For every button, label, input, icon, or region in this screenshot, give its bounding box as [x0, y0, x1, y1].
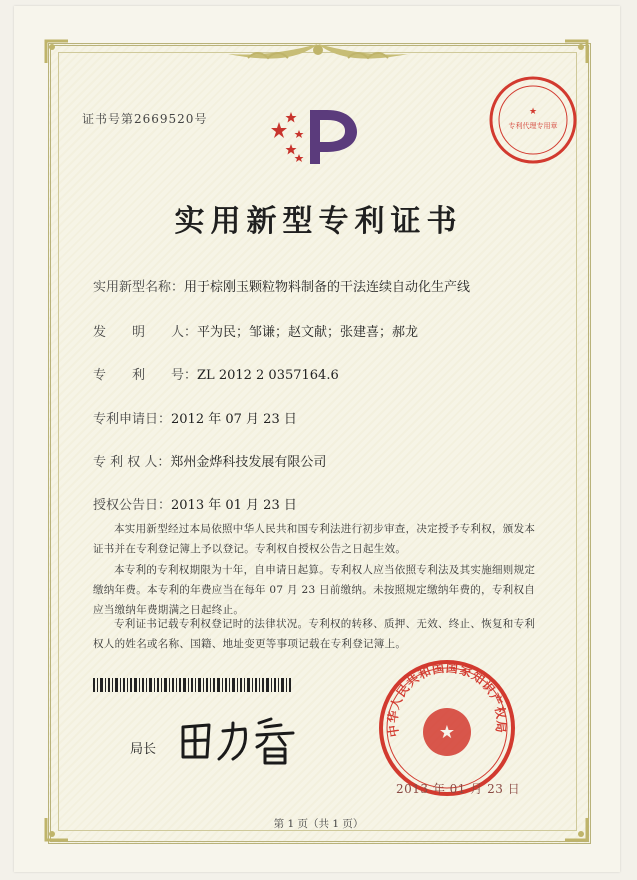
field-inventors: 发 明 人：平为民；邹谦；赵文献；张建喜；郝龙: [93, 325, 419, 340]
seal-date: 2013 年 01 月 23 日: [396, 782, 521, 796]
paragraph-grant: 本实用新型经过本局依照中华人民共和国专利法进行初步审查，决定授予专利权，颁发本证书并在专利登记簿上予以登记。专利权自授权公告之日起生效。: [93, 523, 536, 555]
paragraph-term: 本专利的专利权期限为十年，自申请日起算。专利权人应当依照专利法及其实施细则规定缴纳年费。本专利的年费应当在每年 07 月 23 日前缴纳。未按照规定缴纳年费的，专利权自应当缴纳年费期满之日起终止。: [93, 564, 536, 616]
field-patent-number: 专 利 号：ZL 2012 2 0357164.6: [93, 368, 339, 383]
certificate-number: 证书号第2669520号: [82, 112, 208, 126]
corner-ornament-icon: [563, 39, 589, 65]
top-ornament-icon: [208, 40, 428, 68]
sipo-logo-icon: [265, 102, 370, 172]
field-grant-date: 授权公告日：2013 年 01 月 23 日: [93, 498, 297, 513]
director-signature-icon: [175, 713, 305, 768]
agency-seal-small-icon: [487, 74, 579, 166]
svg-text:专利代理专用章: 专利代理专用章: [508, 122, 558, 130]
barcode-icon: [93, 678, 293, 692]
svg-text:★: ★: [438, 722, 456, 743]
page-number: 第 1 页（共 1 页）: [273, 818, 364, 830]
certificate-title: 实用新型专利证书: [174, 204, 463, 239]
field-patentee: 专 利 权 人：郑州金烨科技发展有限公司: [93, 455, 327, 470]
svg-text:★: ★: [528, 107, 538, 117]
svg-text:中华人民共和国国家知识产权局: 中华人民共和国国家知识产权局: [385, 660, 509, 738]
paragraph-legal-status: 专利证书记载专利权登记时的法律状况。专利权的转移、质押、无效、终止、恢复和专利权人的姓名或名称、国籍、地址变更等事项记载在专利登记簿上。: [93, 618, 536, 650]
field-utility-model-name: 实用新型名称：用于棕刚玉颗粒物料制备的干法连续自动化生产线: [93, 280, 471, 295]
sipo-official-seal-icon: [377, 658, 517, 798]
field-application-date: 专利申请日：2012 年 07 月 23 日: [93, 412, 297, 427]
corner-ornament-icon: [44, 39, 70, 65]
director-label: 局长: [130, 742, 157, 757]
